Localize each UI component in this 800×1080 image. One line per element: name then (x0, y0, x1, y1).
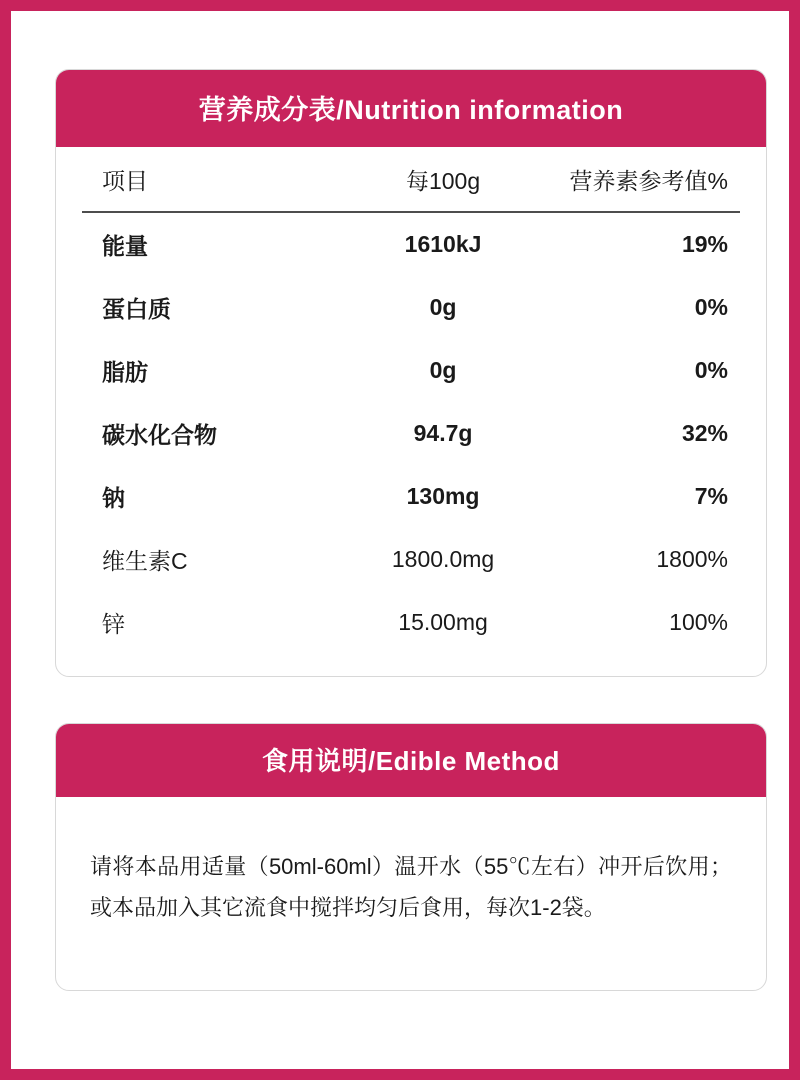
table-row (82, 402, 740, 465)
table-row (82, 212, 740, 276)
row-item-label: 能量 (102, 233, 148, 259)
row-item-label: 脂肪 (102, 359, 148, 385)
row-item-label: 钠 (102, 485, 125, 511)
row-item-nrv: 19% (681, 231, 728, 257)
table-row (82, 339, 740, 402)
row-item-nrv: 100% (669, 609, 728, 635)
table-header-row (82, 147, 740, 212)
row-item-per100g: 0g (429, 357, 457, 383)
nutrition-table-wrapper (56, 147, 766, 676)
column-header-item: 项目 (82, 147, 340, 212)
edible-method-body (56, 797, 766, 990)
row-item-label: 维生素C (102, 548, 188, 574)
row-item-per100g: 94.7g (413, 420, 473, 446)
edible-method-text: 请将本品用适量（50ml-60ml）温开水（55℃左右）冲开后饮用；或本品加入其它流食中搅拌均匀后食用，每次1-2袋。 (90, 854, 732, 920)
row-item-label: 蛋白质 (102, 296, 171, 322)
column-header-nrv: 营养素参考值% (547, 147, 740, 212)
nutrition-card-title: 营养成分表/Nutrition information (56, 70, 766, 147)
table-row (82, 465, 740, 528)
nutrition-card (55, 69, 767, 677)
row-item-nrv: 0% (694, 294, 728, 320)
edible-method-title: 食用说明/Edible Method (56, 724, 766, 797)
row-item-nrv: 0% (694, 357, 728, 383)
column-header-per100g: 每100g (340, 147, 547, 212)
row-item-per100g: 1610kJ (404, 231, 482, 257)
table-row (82, 528, 740, 591)
row-item-per100g: 1800.0mg (391, 546, 495, 572)
nutrition-table-head (82, 147, 740, 212)
row-item-nrv: 7% (694, 483, 728, 509)
table-row (82, 591, 740, 654)
page-inner (55, 69, 767, 991)
row-item-per100g: 0g (429, 294, 457, 320)
row-item-nrv: 32% (681, 420, 728, 446)
row-item-label: 锌 (102, 611, 125, 637)
row-item-label: 碳水化合物 (102, 422, 217, 448)
row-item-per100g: 130mg (406, 483, 480, 509)
table-row (82, 276, 740, 339)
edible-method-card (55, 723, 767, 991)
row-item-per100g: 15.00mg (398, 609, 488, 635)
row-item-nrv: 1800% (656, 546, 728, 572)
nutrition-table (82, 147, 740, 654)
nutrition-table-body (82, 212, 740, 654)
